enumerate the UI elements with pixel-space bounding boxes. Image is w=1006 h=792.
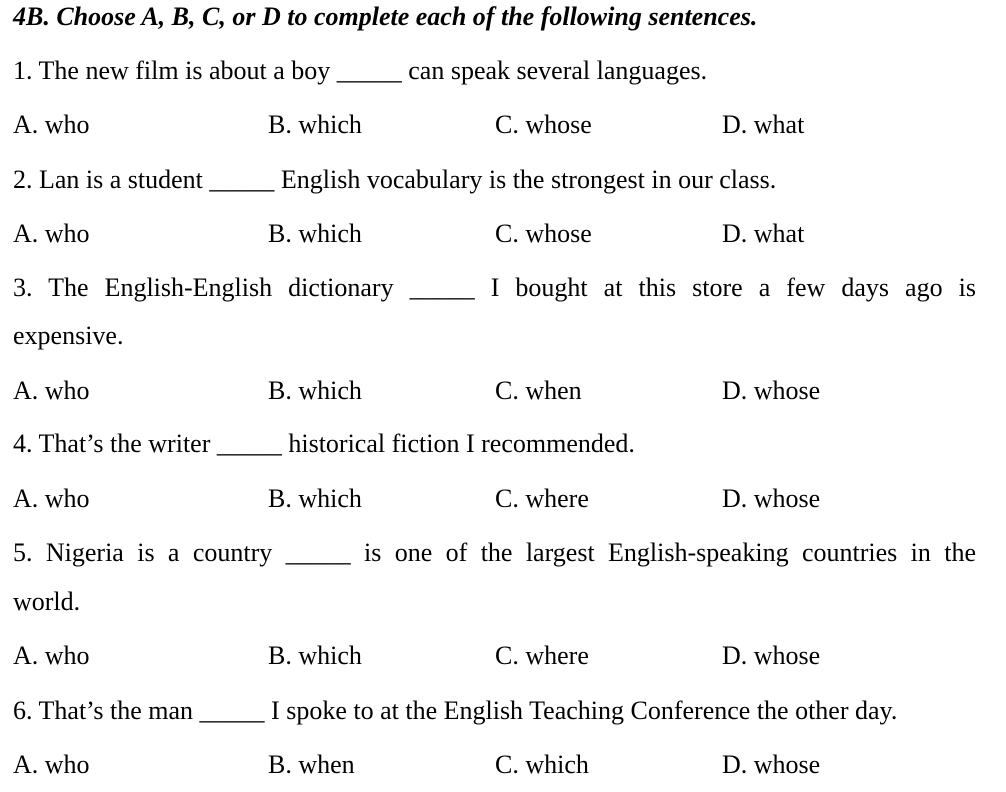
section-heading: 4B. Choose A, B, C, or D to complete each of the following sentences. [13, 2, 758, 31]
question-3: 3. The English-English dictionary _____ I bought at this store a few days ago is [13, 273, 976, 302]
question-3-option-a: A. who [13, 376, 90, 405]
question-4-option-d: D. whose [722, 484, 821, 513]
question-3-option-b: B. which [268, 376, 362, 405]
question-1-option-a: A. who [13, 110, 90, 139]
question-6-option-a: A. who [13, 750, 90, 779]
question-1-option-c: C. whose [495, 110, 592, 139]
question-1: 1. The new film is about a boy _____ can speak several languages. [13, 56, 708, 85]
question-5-option-b: B. which [268, 641, 362, 670]
question-5-continuation: world. [13, 587, 81, 616]
question-4-option-a: A. who [13, 484, 90, 513]
question-6-option-d: D. whose [722, 750, 821, 779]
question-6: 6. That’s the man _____ I spoke to at the English Teaching Conference the other day. [13, 696, 898, 725]
question-5: 5. Nigeria is a country _____ is one of the largest English-speaking countries in the [13, 538, 976, 567]
question-2-option-b: B. which [268, 219, 362, 248]
question-1-option-b: B. which [268, 110, 362, 139]
question-3-option-d: D. whose [722, 376, 821, 405]
question-6-option-c: C. which [495, 750, 589, 779]
question-5-option-c: C. where [495, 641, 589, 670]
question-4-option-c: C. where [495, 484, 589, 513]
question-5-option-d: D. whose [722, 641, 821, 670]
question-6-option-b: B. when [268, 750, 355, 779]
question-2: 2. Lan is a student _____ English vocabulary is the strongest in our class. [13, 165, 777, 194]
question-2-option-c: C. whose [495, 219, 592, 248]
question-4: 4. That’s the writer _____ historical fiction I recommended. [13, 429, 635, 458]
question-3-continuation: expensive. [13, 321, 124, 350]
question-3-option-c: C. when [495, 376, 582, 405]
question-5-option-a: A. who [13, 641, 90, 670]
question-2-option-d: D. what [722, 219, 805, 248]
question-2-option-a: A. who [13, 219, 90, 248]
question-1-option-d: D. what [722, 110, 805, 139]
question-4-option-b: B. which [268, 484, 362, 513]
